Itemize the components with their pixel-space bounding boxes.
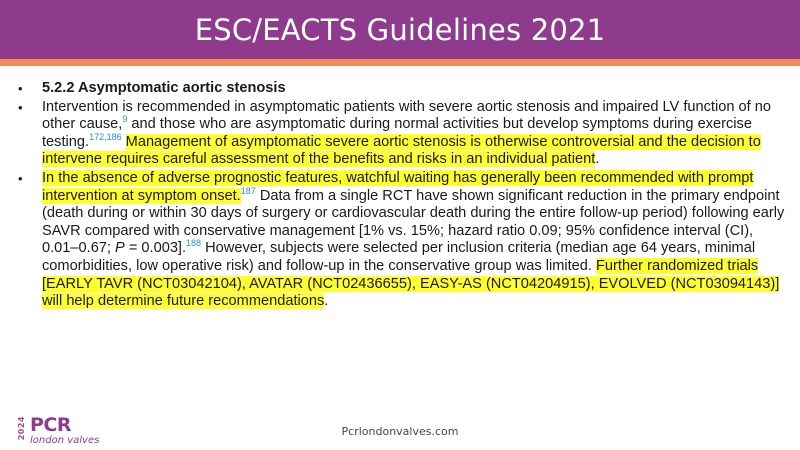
reference-link[interactable]: 172,186 [89,131,122,142]
highlighted-text: Further randomized trials [EARLY TAVR (NCT03042104), AVATAR (NCT02436655), EASY-AS (NCT04204915), EVOLVED (NCT03094143)] will help determine future recommendations [42,257,780,310]
slide-content [16,80,786,312]
text-span: Data from a single RCT have shown significant reduction in the primary endpoint (death during or within 30 days of surgery or cardiovascular death during the entire follow-up period) following early SAVR compared with conservative management [1% vs. 15%; hazard ratio 0.09; 95% confidence interval (CI), 0.01–0.67; [42,187,785,257]
reference-link[interactable]: 188 [186,238,202,249]
text-span: . [595,151,600,168]
highlighted-text: In the absence of adverse prognostic features, watchful waiting has generally been recommended with prompt intervention at symptom onset. [42,169,754,204]
text-span: and those who are asymptomatic during normal activities but develop symptoms during exercise testing. [42,116,752,150]
title-banner [0,0,800,59]
p-value-symbol: P [115,240,125,257]
reference-link[interactable]: 9 [122,114,128,125]
text-span: = 0.003]. [124,240,187,257]
bullet-icon: • [18,81,23,96]
accent-divider [0,59,800,66]
text-span: However, subjects were selected per inclusion criteria (median age 64 years, minimal comorbidities, low operative risk) and follow-up in the conservative group was limited. [42,240,756,274]
slide-title: ESC/EACTS Guidelines 2021 [194,12,606,47]
reference-link[interactable]: 187 [240,185,256,196]
section-heading: 5.2.2 Asymptomatic aortic stenosis [42,80,286,96]
bullet-item [16,170,786,311]
bullet-icon: • [18,170,23,186]
text-span: . [324,293,329,310]
bullet-icon: • [18,99,23,115]
logo-year: 2024 [17,416,26,441]
footer-url[interactable]: Pcrlondonvalves.com [341,425,459,438]
bullet-text [42,170,786,311]
logo-mark: PCR [30,414,71,436]
bullet-item [16,99,786,169]
bullet-item [16,80,786,98]
highlighted-text: Management of asymptomatic severe aortic stenosis is otherwise controversial and the decision to intervene requires careful assessment of the benefits and risks in an individual patient [42,133,761,168]
text-span: Intervention is recommended in asymptomatic patients with severe aortic stenosis and impaired LV function of no other cause, [42,98,771,133]
bullet-text [42,99,786,169]
logo-subtitle: london valves [30,435,100,446]
